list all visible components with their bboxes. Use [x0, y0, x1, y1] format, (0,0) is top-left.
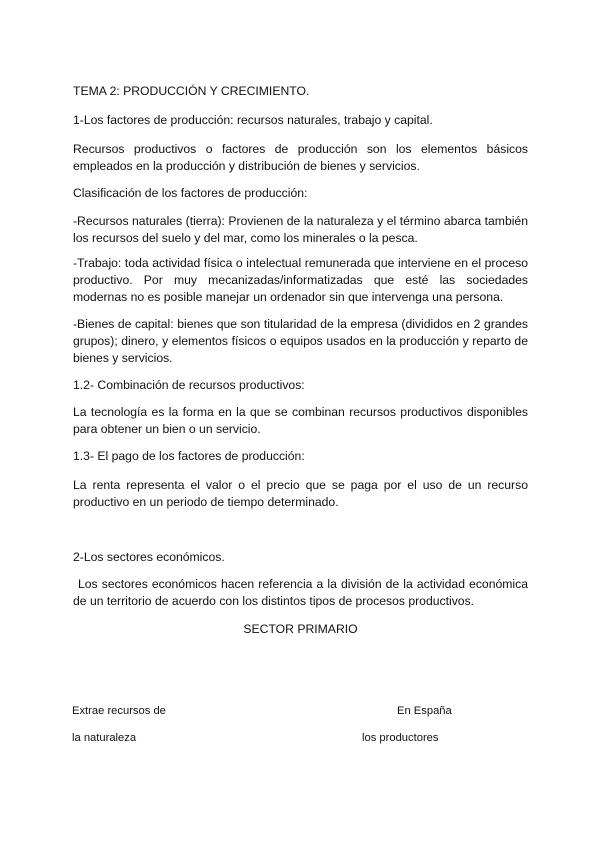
paragraph-capital-goods: -Bienes de capital: bienes que son titularidad de la empresa (divididos en 2 grandes grupos); dinero, y elementos físicos o equipos usados en la producción y reparto de bienes y servicios.	[73, 317, 528, 365]
paragraph-technology: La tecnología es la forma en la que se combinan recursos productivos disponibles para obtener un bien o un servicio.	[73, 405, 528, 436]
paragraph-definition: Recursos productivos o factores de producción son los elementos básicos empleados en la producción y distribución de bienes y servicios.	[73, 142, 528, 173]
section-heading-1: 1-Los factores de producción: recursos naturales, trabajo y capital.	[73, 113, 433, 127]
paragraph-economic-sectors: Los sectores económicos hacen referencia a la división de la actividad económica de un territorio de acuerdo con los distintos tipos de procesos productivos.	[73, 577, 528, 608]
section-heading-1-2: 1.2- Combinación de recursos productivos:	[73, 378, 305, 392]
paragraph-work: -Trabajo: toda actividad física o intelectual remunerada que interviene en el proceso productivo. Por muy mecanizadas/informatizadas que esté las sociedades modernas no es posible manejar un ordenador sin que intervenga una persona.	[73, 256, 528, 304]
left-column-line-2: la naturaleza	[72, 732, 137, 744]
section-heading-2: 2-Los sectores económicos.	[73, 550, 225, 564]
paragraph-natural-resources: -Recursos naturales (tierra): Provienen de la naturaleza y el término abarca también los recursos del suelo y del mar, como los minerales o la pesca.	[73, 214, 528, 245]
sector-title: SECTOR PRIMARIO	[243, 622, 358, 636]
right-column-line-1: En España	[397, 705, 452, 717]
right-column-line-2: los productores	[362, 732, 439, 744]
paragraph-income: La renta representa el valor o el precio que se paga por el uso de un recurso productivo en un periodo de tiempo determinado.	[73, 478, 528, 509]
document-title: TEMA 2: PRODUCCIÓN Y CRECIMIENTO.	[73, 84, 310, 98]
paragraph-classification: Clasificación de los factores de producción:	[73, 186, 308, 200]
section-heading-1-3: 1.3- El pago de los factores de producción:	[73, 449, 305, 463]
left-column-line-1: Extrae recursos de	[72, 705, 166, 717]
